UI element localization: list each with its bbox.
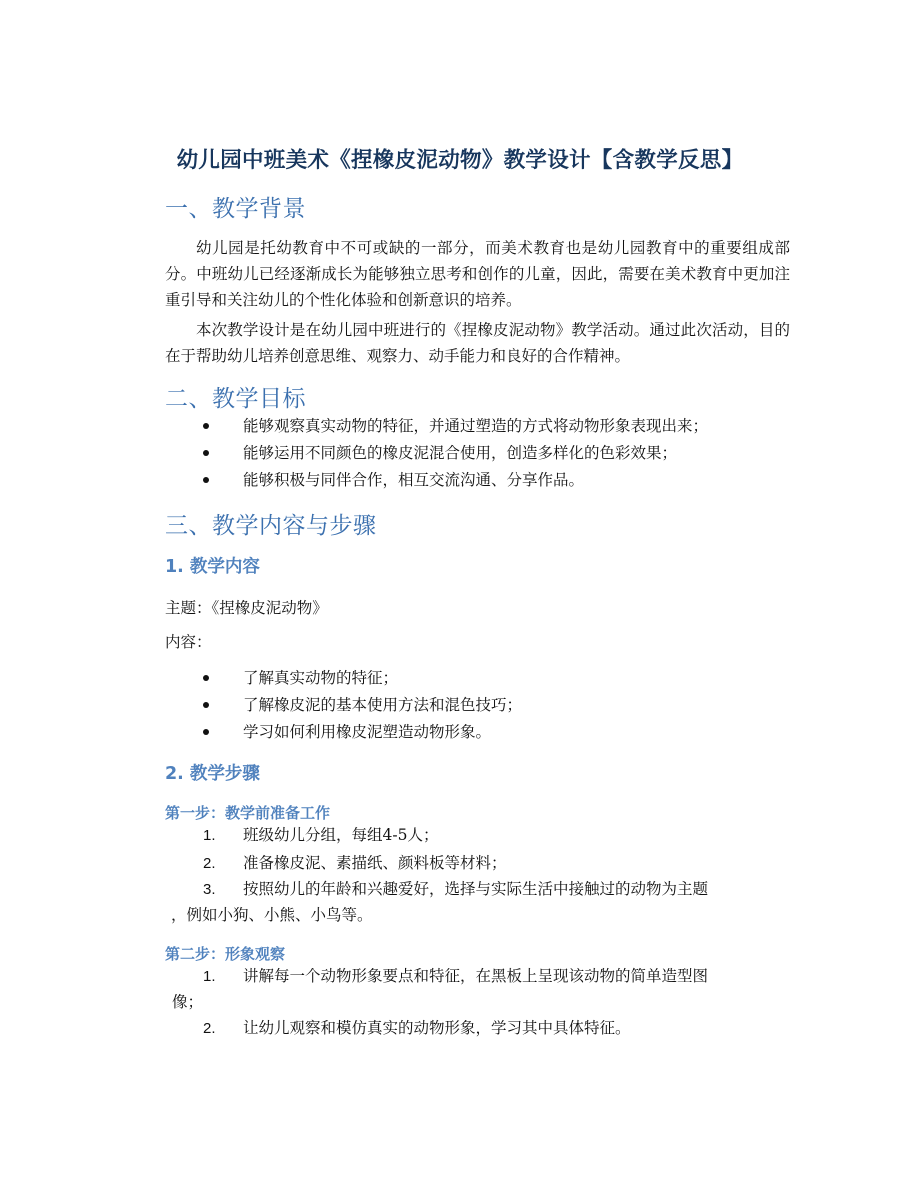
paragraph-background-2: 本次教学设计是在幼儿园中班进行的《捏橡皮泥动物》教学活动。通过此次活动，目的在于帮助幼儿培养创意思维、观察力、动手能力和良好的合作精神。 <box>165 321 790 365</box>
list-item-text: 能够观察真实动物的特征，并通过塑造的方式将动物形象表现出来； <box>243 417 709 435</box>
bullet-icon <box>203 477 209 483</box>
theme-line: 主题：《捏橡皮泥动物》 <box>165 599 328 617</box>
content-label: 内容： <box>165 633 212 651</box>
list-item-text: 能够积极与同伴合作，相互交流沟通、分享作品。 <box>243 471 585 489</box>
section-heading-goals: 二、教学目标 <box>165 386 306 412</box>
step-heading-observation: 第二步：形象观察 <box>165 945 286 963</box>
step-heading-preparation: 第一步：教学前准备工作 <box>165 804 331 822</box>
subsection-heading-steps: 2. 教学步骤 <box>165 764 260 784</box>
document-title: 幼儿园中班美术《捏橡皮泥动物》教学设计【含教学反思】 <box>176 148 744 173</box>
bullet-icon <box>203 675 209 681</box>
paragraph-background-1: 幼儿园是托幼教育中不可或缺的一部分，而美术教育也是幼儿园教育中的重要组成部分。中班幼儿已经逐渐成长为能够独立思考和创作的儿童，因此，需要在美术教育中更加注重引导和关注幼儿的个性化体验和创新意识的培养。 <box>165 239 790 309</box>
list-item-text: 准备橡皮泥、素描纸、颜料板等材料； <box>243 854 507 872</box>
list-item-number: 1. <box>203 968 216 985</box>
list-item-text-line: 按照幼儿的年龄和兴趣爱好，选择与实际生活中接触过的动物为主题 <box>243 880 709 898</box>
list-item-text-line: 讲解每一个动物形象要点和特征，在黑板上呈现该动物的简单造型图 <box>243 967 709 985</box>
subsection-heading-content: 1. 教学内容 <box>165 557 260 577</box>
list-item-text: 让幼儿观察和模仿真实的动物形象，学习其中具体特征。 <box>243 1019 631 1037</box>
section-heading-background: 一、教学背景 <box>165 196 306 222</box>
list-item-text <box>172 963 788 1015</box>
list-item-text-continuation: 像； <box>172 993 204 1011</box>
bullet-icon <box>203 702 209 708</box>
list-item-text: 了解真实动物的特征； <box>243 669 399 687</box>
list-item-number: 3. <box>203 881 216 898</box>
list-item-number: 1. <box>203 827 216 844</box>
list-item-text: 能够运用不同颜色的橡皮泥混合使用，创造多样化的色彩效果； <box>243 444 678 462</box>
bullet-icon <box>203 423 209 429</box>
list-item-number: 2. <box>203 1020 216 1037</box>
bullet-icon <box>203 729 209 735</box>
list-item-text: 学习如何利用橡皮泥塑造动物形象。 <box>243 723 492 741</box>
bullet-icon <box>203 450 209 456</box>
list-item-text <box>171 876 788 928</box>
list-item-text-continuation: ，例如小狗、小熊、小鸟等。 <box>171 906 373 924</box>
list-item-text: 了解橡皮泥的基本使用方法和混色技巧； <box>243 696 523 714</box>
list-item-number: 2. <box>203 855 216 872</box>
list-item-text: 班级幼儿分组，每组4-5人； <box>243 826 439 844</box>
section-heading-content-steps: 三、教学内容与步骤 <box>165 513 377 539</box>
